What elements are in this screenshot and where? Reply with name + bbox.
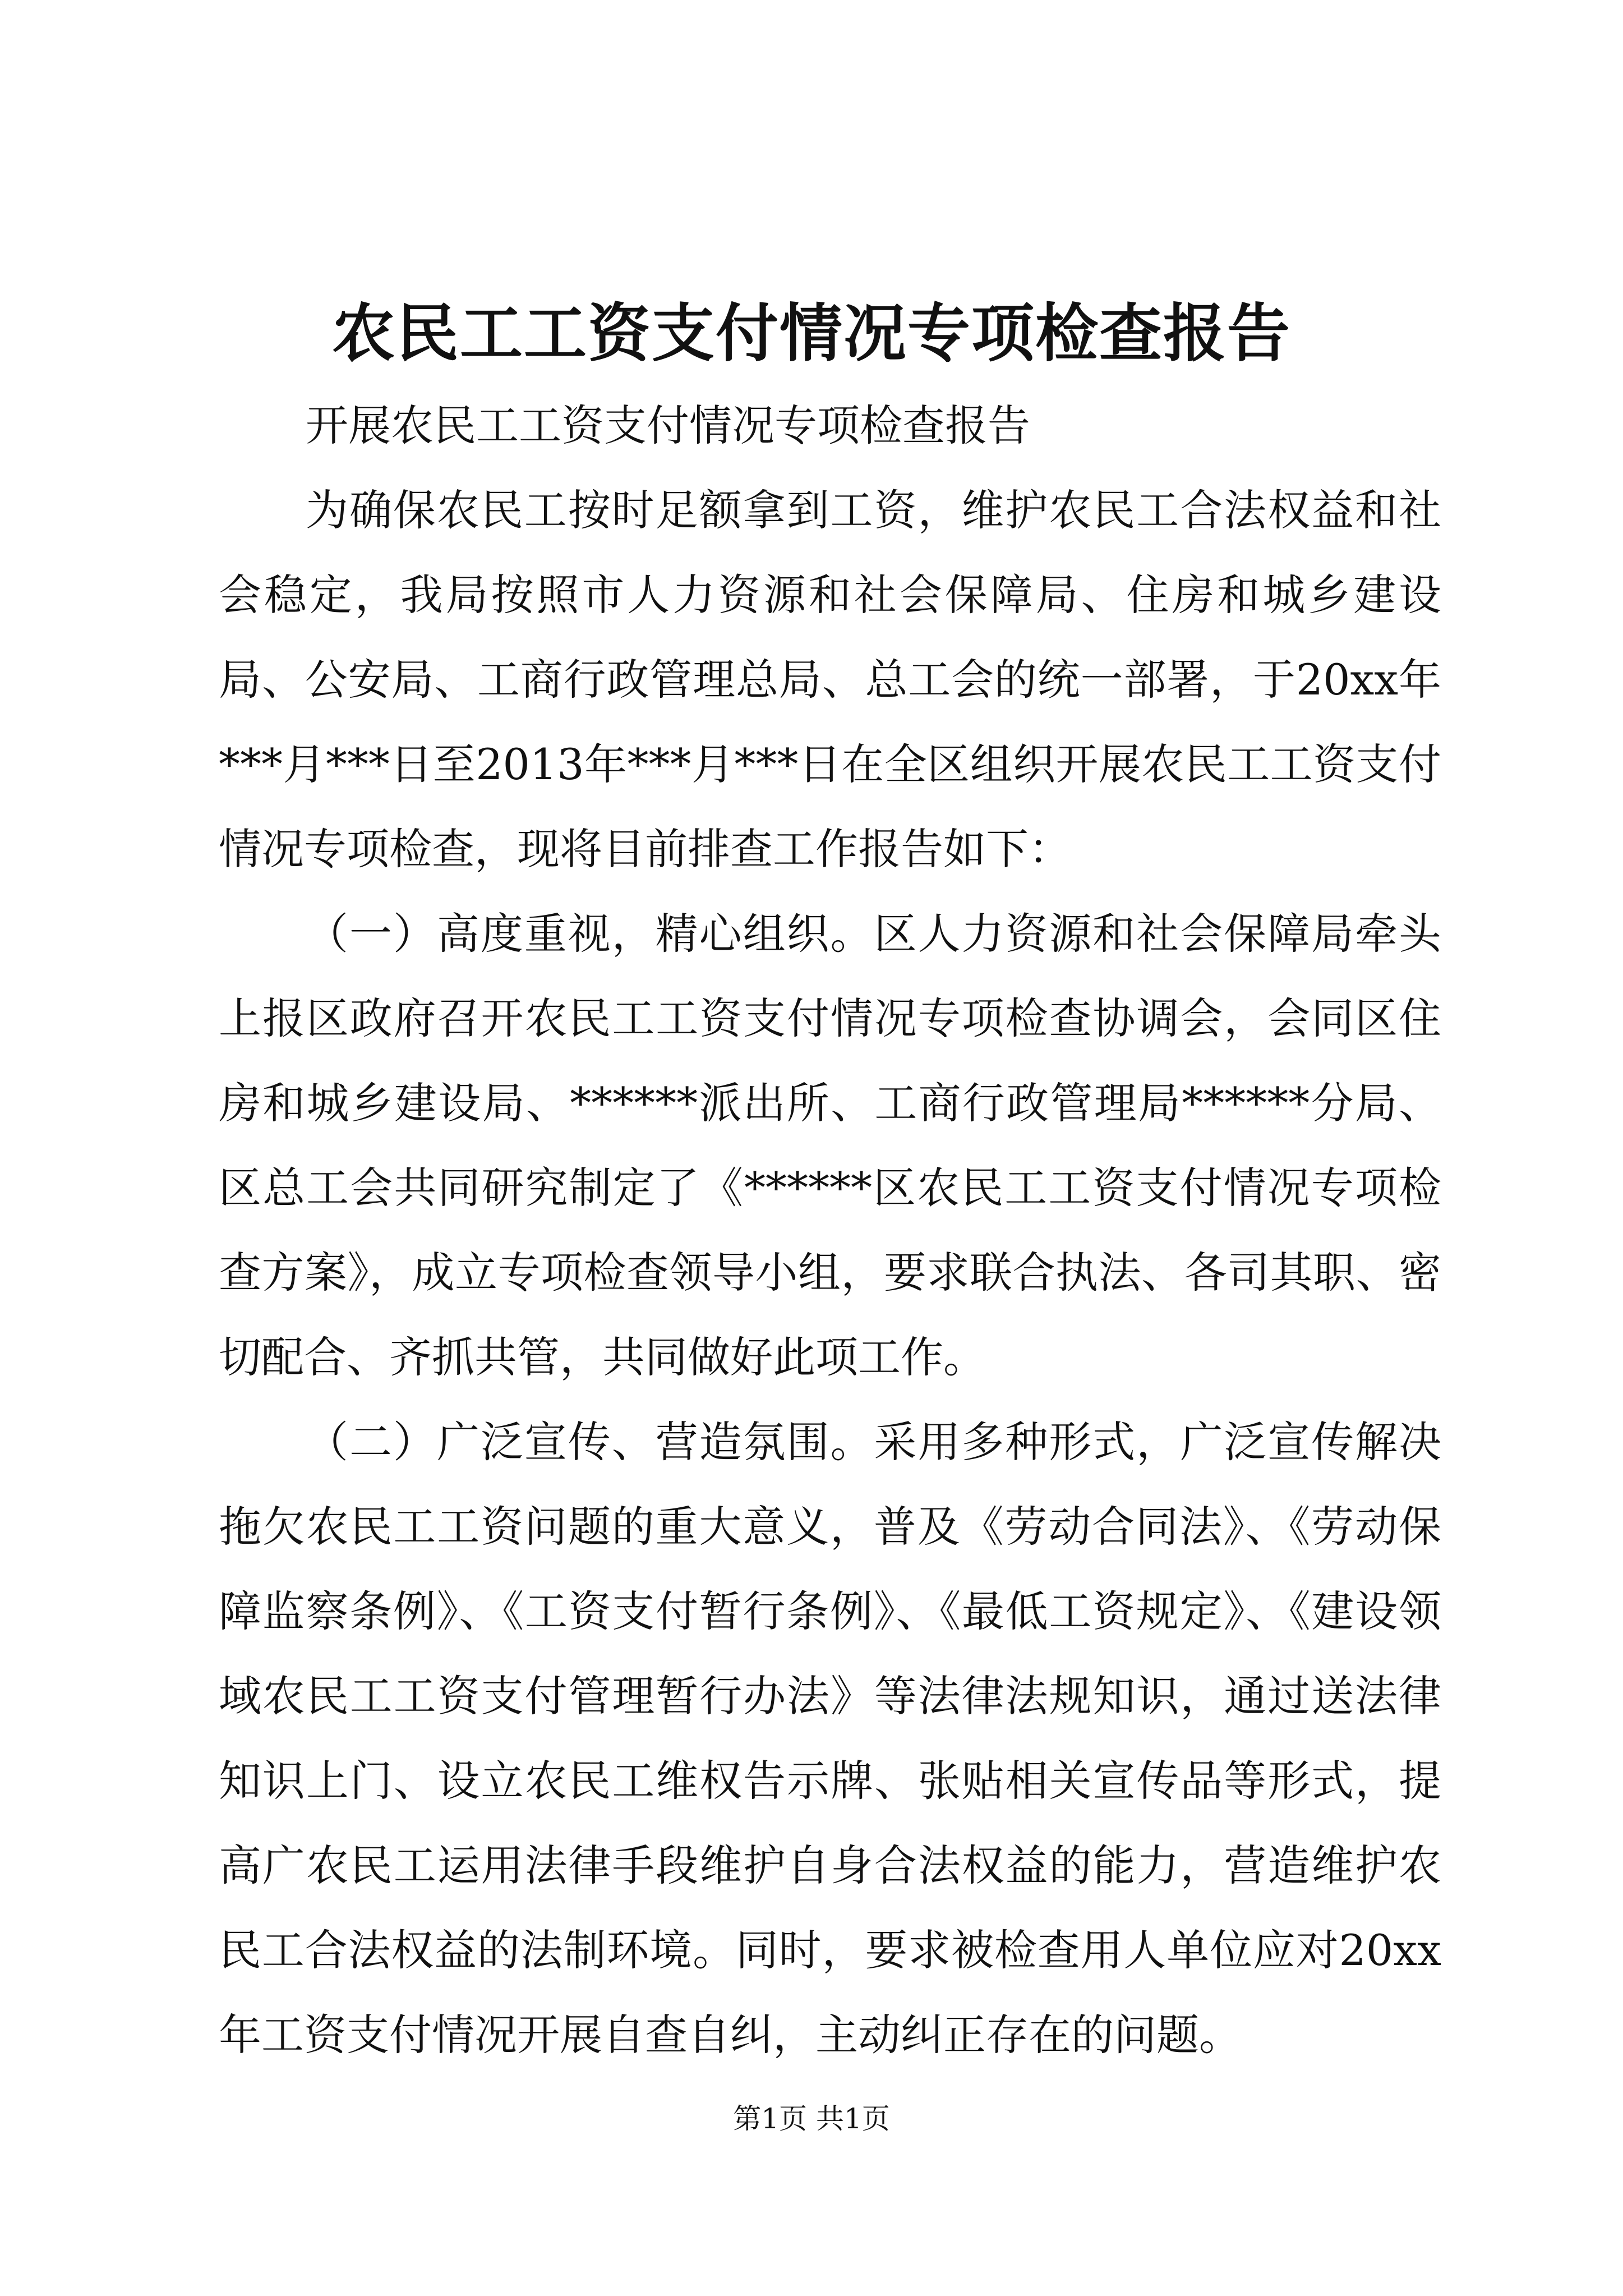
- page-footer: 第1页 共1页: [733, 2102, 890, 2135]
- section-2-paragraph: （二）广泛宣传、营造氛围。采用多种形式，广泛宣传解决拖欠农民工工资问题的重大意义，普及《劳动合同法》、《劳动保障监察条例》、《工资支付暂行条例》、《最低工资规定》、《建设领域农民工工资支付管理暂行办法》等法律法规知识，通过送法律知识上门、设立农民工维权告示牌、张贴相关宣传品等形式，提高广农民工运用法律手段维护自身合法权益的能力，营造维护农民工合法权益的法制环境。同时，要求被检查用人单位应对20xx年工资支付情况开展自查自纠，主动纠正存在的问题。: [219, 1417, 1441, 2060]
- document-body: [219, 383, 1441, 2077]
- intro-paragraph: 为确保农民工按时足额拿到工资，维护农民工合法权益和社会稳定，我局按照市人力资源和社会保障局、住房和城乡建设局、公安局、工商行政管理总局、总工会的统一部署，于20xx年***月***日至2013年***月***日在全区组织开展农民工工资支付情况专项检查，现将目前排查工作报告如下：: [219, 485, 1441, 874]
- document-title: 农民工工资支付情况专项检查报告: [332, 297, 1291, 370]
- section-1-paragraph: （一）高度重视，精心组织。区人力资源和社会保障局牵头上报区政府召开农民工工资支付情况专项检查协调会，会同区住房和城乡建设局、******派出所、工商行政管理局******分局、区总工会共同研究制定了《******区农民工工资支付情况专项检查方案》，成立专项检查领导小组，要求联合执法、各司其职、密切配合、齐抓共管，共同做好此项工作。: [219, 909, 1441, 1382]
- subtitle-paragraph: 开展农民工工资支付情况专项检查报告: [306, 401, 1030, 450]
